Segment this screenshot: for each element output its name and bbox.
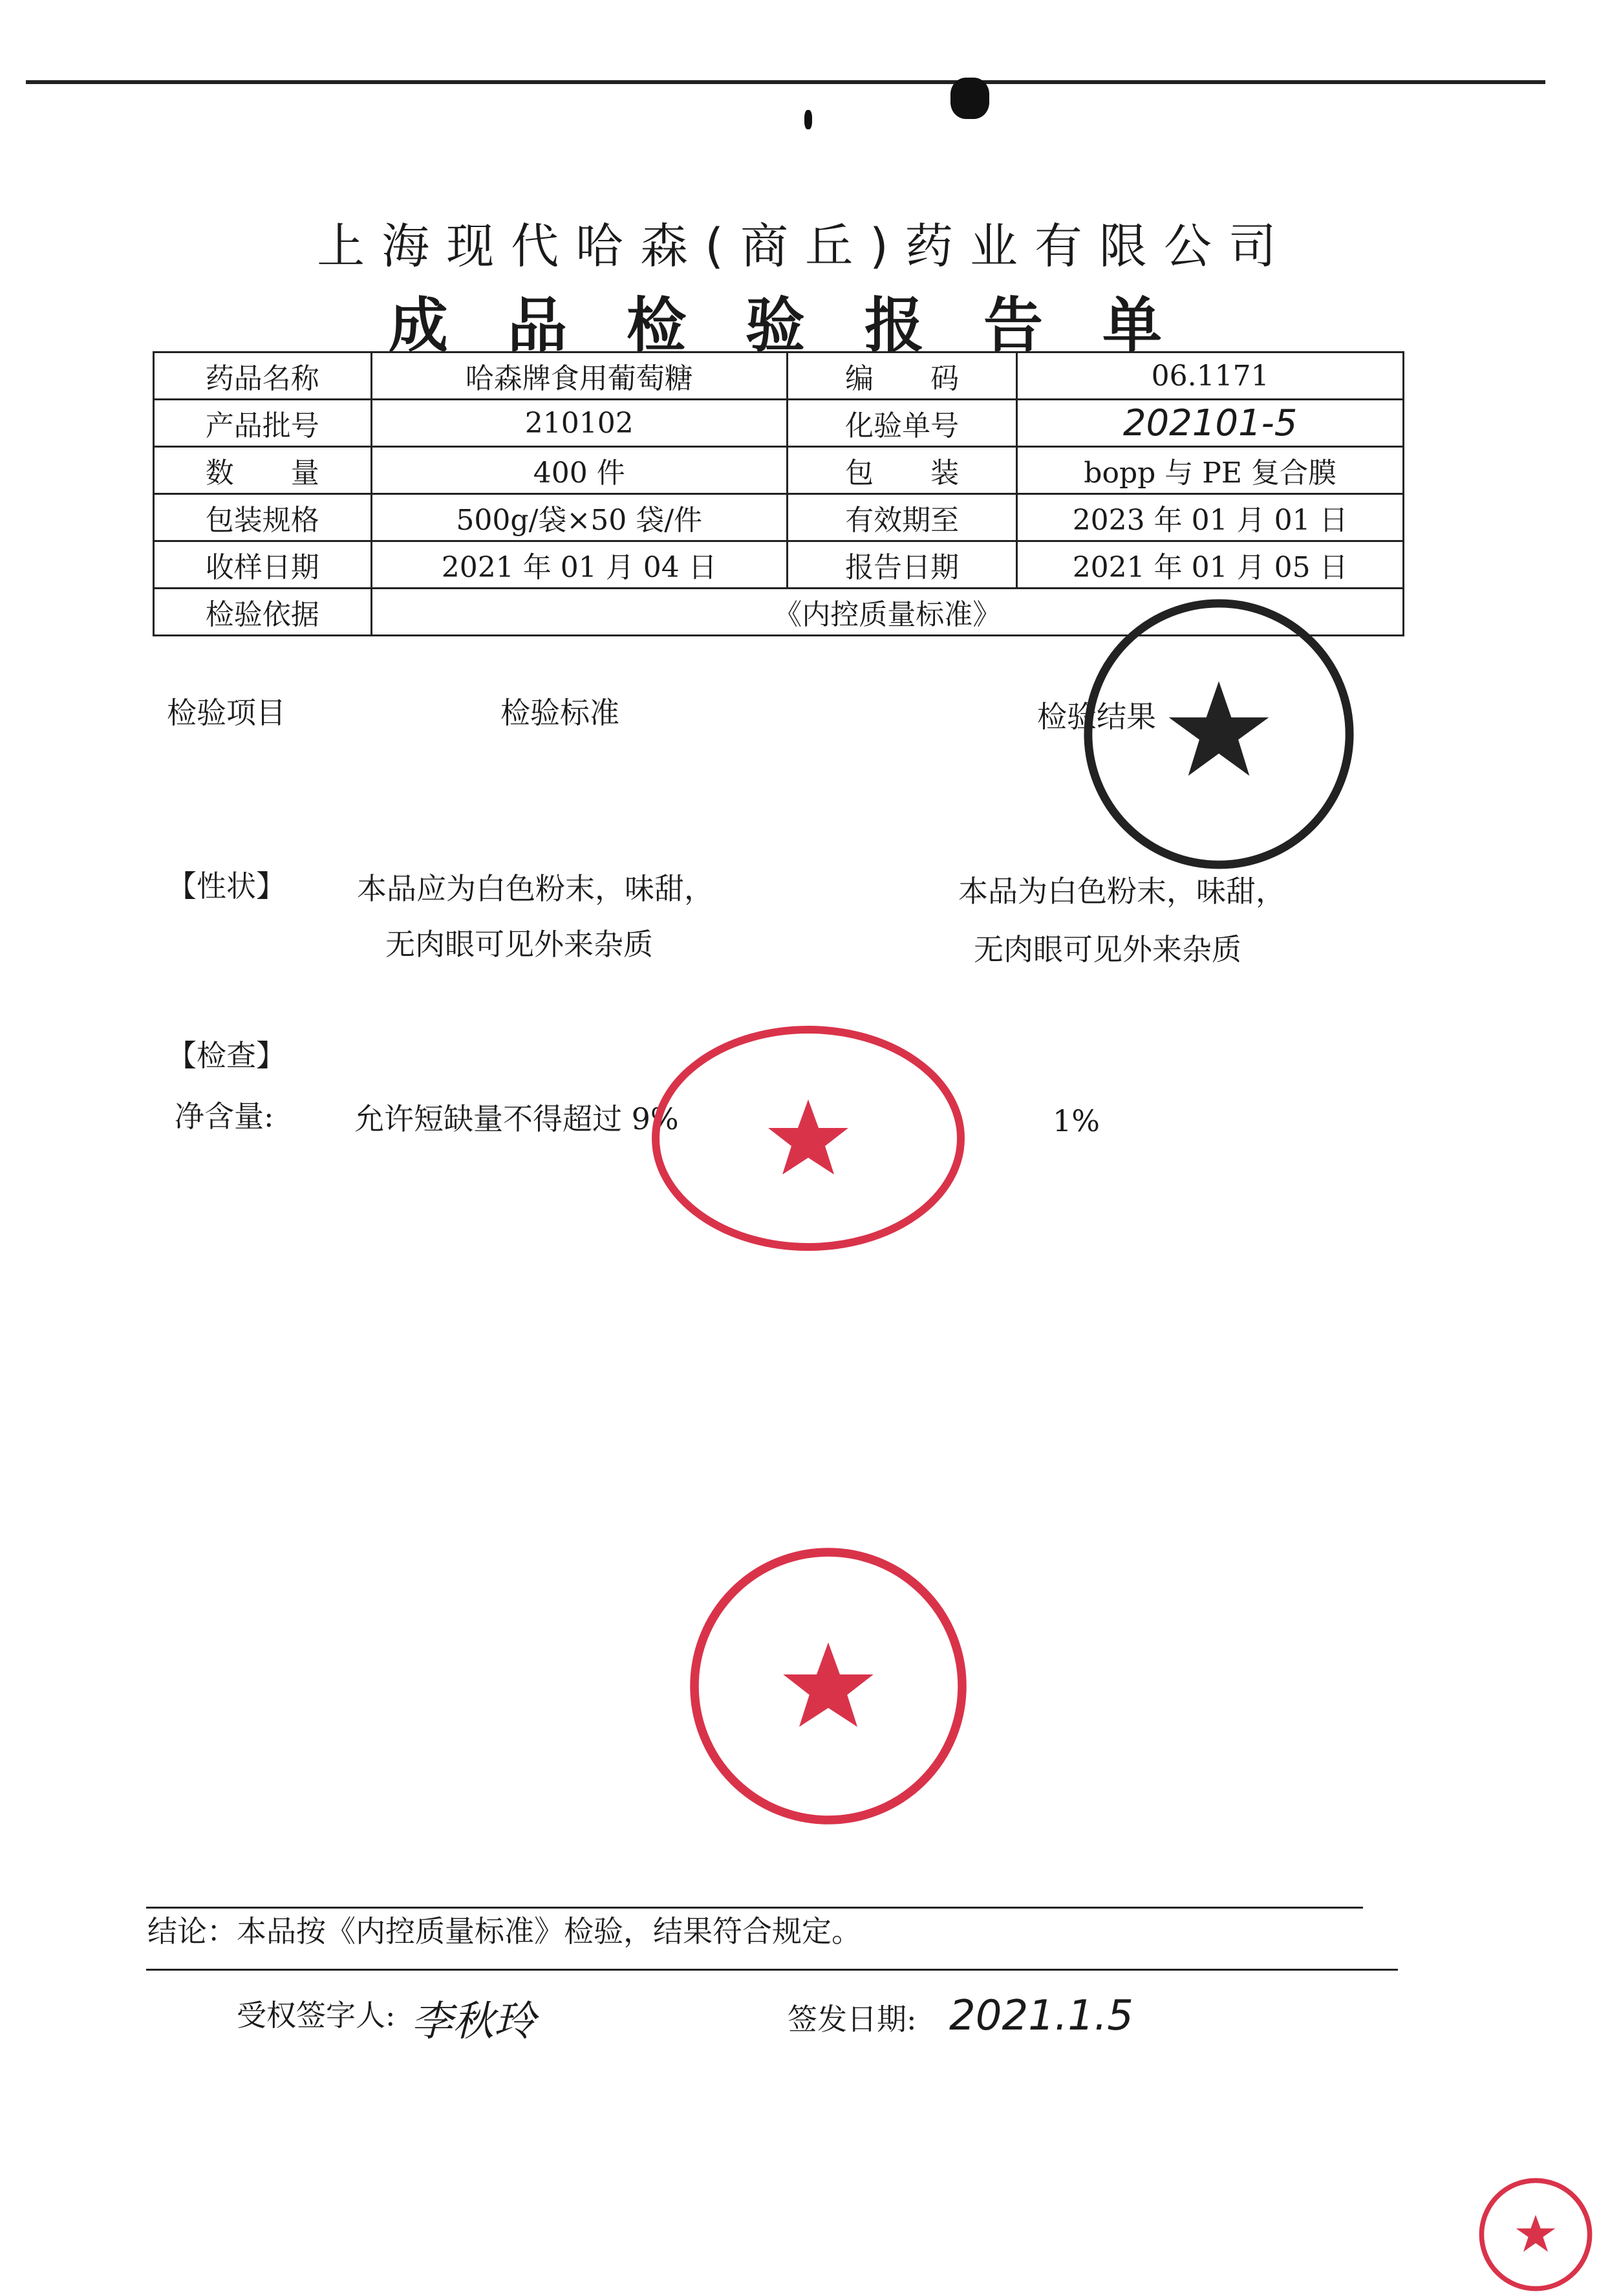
table-value: 2021 年 01 月 05 日	[1017, 541, 1404, 589]
inspection-item: 净含量:	[175, 1099, 274, 1134]
signer-signature: 李秋玲	[411, 1998, 535, 2046]
table-label: 化验单号	[787, 400, 1016, 447]
company-name: 上海现代哈森(商丘)药业有限公司	[317, 219, 1293, 274]
table-label: 包 装	[787, 447, 1016, 494]
inspection-standard: 允许短缺量不得超过 9%	[354, 1101, 679, 1136]
table-label: 编 码	[787, 352, 1016, 400]
table-label: 报告日期	[787, 541, 1016, 589]
column-header-result: 检验结果	[1037, 699, 1156, 734]
table-row	[154, 447, 1404, 494]
table-value: bopp 与 PE 复合膜	[1017, 447, 1404, 494]
table-value: 2023 年 01 月 01 日	[1017, 494, 1404, 541]
table-value: 06.1171	[1017, 352, 1404, 400]
scan-mark	[804, 110, 812, 129]
table-label: 有效期至	[787, 494, 1016, 541]
appearance-result-line1: 本品为白色粉末，味甜，	[958, 874, 1285, 909]
conclusion: 结论：本品按《内控质量标准》检验，结果符合规定。	[147, 1914, 861, 1949]
table-row	[154, 352, 1404, 400]
stamp-graphic	[683, 1541, 974, 1832]
appearance-standard-line2: 无肉眼可见外来杂质	[385, 927, 653, 962]
inspection-result: 1%	[1053, 1103, 1100, 1138]
table-label: 产品批号	[154, 400, 372, 447]
table-label: 收样日期	[154, 541, 372, 589]
appearance-standard-line1: 本品应为白色粉末，味甜，	[357, 871, 714, 906]
table-label: 药品名称	[154, 352, 372, 400]
table-label: 包装规格	[154, 494, 372, 541]
table-row	[154, 541, 1404, 589]
scan-mark	[950, 78, 989, 119]
appearance-result-line2: 无肉眼可见外来杂质	[974, 932, 1241, 967]
section-heading-inspection: 【检查】	[167, 1038, 286, 1073]
column-header-standard: 检验标准	[500, 695, 619, 730]
signer-label: 受权签字人:	[237, 1998, 396, 2033]
section-heading-appearance: 【性状】	[167, 869, 286, 904]
wanjia-stamp	[647, 1022, 970, 1255]
table-value-handwritten: 202101-5	[1017, 400, 1404, 447]
product-info-table	[153, 351, 1404, 636]
table-label: 数 量	[154, 447, 372, 494]
stamp-graphic	[1080, 595, 1358, 873]
table-value: 哈森牌食用葡萄糖	[371, 352, 787, 400]
table-value: 2021 年 01 月 04 日	[371, 541, 787, 589]
table-value: 500g/袋×50 袋/件	[371, 494, 787, 541]
table-row	[154, 494, 1404, 541]
xinxianfeng-stamp	[683, 1541, 974, 1832]
table-value: 《内控质量标准》	[371, 589, 1403, 636]
top-border-rule	[26, 80, 1545, 84]
issue-date-label: 签发日期:	[788, 2002, 917, 2037]
table-row	[154, 400, 1404, 447]
table-value: 400 件	[371, 447, 787, 494]
divider	[146, 1969, 1398, 1971]
stamp-graphic	[647, 1022, 970, 1255]
table-label: 检验依据	[154, 589, 372, 636]
corner-stamp	[1474, 2173, 1597, 2296]
issue-date: 2021.1.5	[949, 1992, 1133, 2040]
stamp-graphic	[1474, 2173, 1597, 2296]
column-header-item: 检验项目	[167, 695, 286, 730]
report-title: 成品检验报告单	[388, 291, 1221, 360]
quality-department-stamp	[1080, 595, 1358, 873]
table-value: 210102	[371, 400, 787, 447]
